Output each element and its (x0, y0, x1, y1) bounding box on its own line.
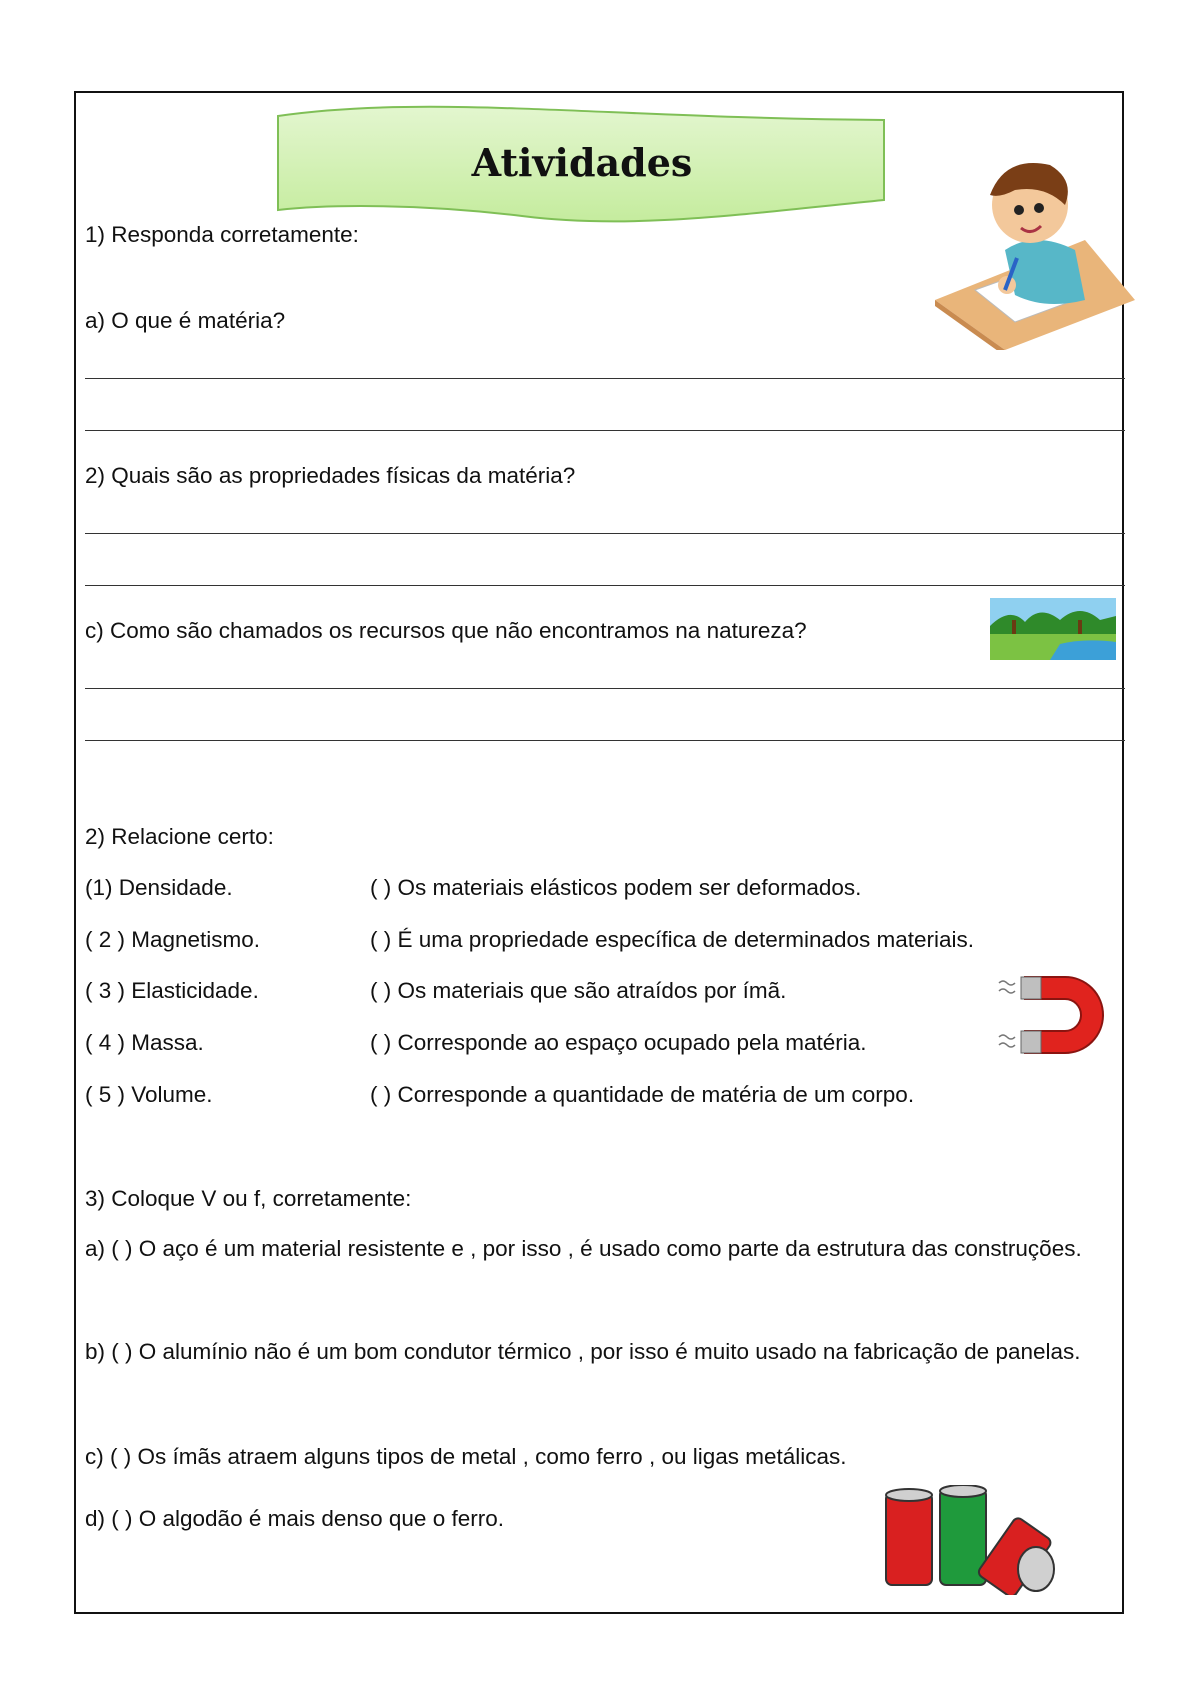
section1-heading: 1) Responda corretamente: (85, 222, 359, 247)
match-right-item[interactable]: ( ) Corresponde a quantidade de matéria de um corpo. (370, 1082, 915, 1107)
match-left-item: ( 2 ) Magnetismo. (85, 927, 261, 952)
true-false-item[interactable]: a) ( ) O aço é um material resistente e , por isso , é usado como parte da estrutura das construções. (85, 1236, 1082, 1261)
page-title: Atividades (471, 140, 693, 185)
match-right-item[interactable]: ( ) Os materiais elásticos podem ser deformados. (370, 875, 862, 900)
match-left-item: ( 4 ) Massa. (85, 1030, 204, 1055)
answer-line[interactable] (85, 430, 1125, 431)
true-false-item[interactable]: c) ( ) Os ímãs atraem alguns tipos de metal , como ferro , ou ligas metálicas. (85, 1444, 847, 1469)
student-writing-illustration (935, 150, 1135, 350)
landscape-image (990, 598, 1116, 660)
answer-line[interactable] (85, 688, 1125, 689)
match-left-item: ( 3 ) Elasticidade. (85, 978, 259, 1003)
section2-heading: 2) Relacione certo: (85, 824, 274, 849)
answer-line[interactable] (85, 740, 1125, 741)
section3-heading: 3) Coloque V ou f, corretamente: (85, 1186, 412, 1211)
match-left-item: ( 5 ) Volume. (85, 1082, 213, 1107)
match-right-item[interactable]: ( ) É uma propriedade específica de determinados materiais. (370, 927, 975, 952)
soda-cans-illustration (880, 1485, 1060, 1595)
true-false-item[interactable]: b) ( ) O alumínio não é um bom condutor térmico , por isso é muito usado na fabricação de panelas. (85, 1339, 1081, 1364)
match-left-item: (1) Densidade. (85, 875, 233, 900)
match-right-item[interactable]: ( ) Os materiais que são atraídos por ímã. (370, 978, 787, 1003)
answer-line[interactable] (85, 533, 1125, 534)
match-right-item[interactable]: ( ) Corresponde ao espaço ocupado pela matéria. (370, 1030, 867, 1055)
answer-line[interactable] (85, 378, 1125, 379)
true-false-item[interactable]: d) ( ) O algodão é mais denso que o ferro. (85, 1506, 504, 1531)
question-2: 2) Quais são as propriedades físicas da matéria? (85, 463, 576, 488)
magnet-icon (995, 965, 1115, 1065)
question-c: c) Como são chamados os recursos que não encontramos na natureza? (85, 618, 807, 643)
answer-line[interactable] (85, 585, 1125, 586)
question-a: a) O que é matéria? (85, 308, 286, 333)
